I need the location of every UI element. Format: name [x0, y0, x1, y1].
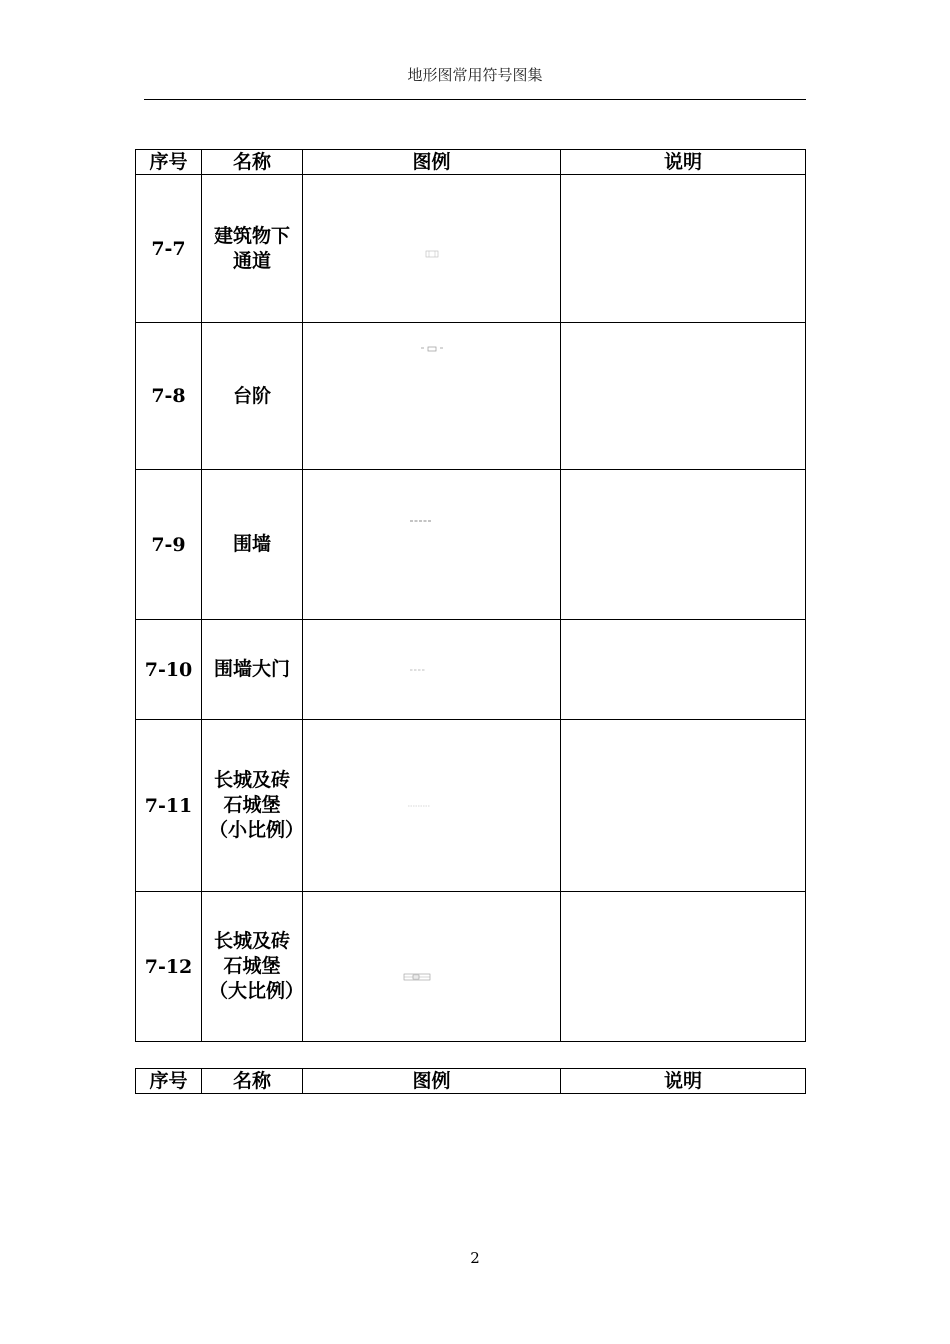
table-header-row	[136, 150, 806, 175]
header-divider	[144, 99, 806, 100]
col-header-name: 名称	[202, 1069, 303, 1094]
wall-symbol-icon	[409, 518, 433, 524]
row-name: 围墙	[232, 533, 271, 555]
row-description	[561, 620, 806, 720]
row-number: 7-9	[136, 470, 202, 620]
row-description	[561, 892, 806, 1042]
row-name: 建筑物下通道	[213, 224, 290, 272]
great-wall-small-scale-icon	[407, 803, 431, 809]
row-description	[561, 470, 806, 620]
row-number: 7-10	[136, 620, 202, 720]
symbol-table	[135, 149, 806, 1042]
col-header-description: 说明	[561, 150, 806, 175]
underpass-symbol-icon	[425, 250, 439, 258]
row-description	[561, 175, 806, 323]
row-name: 围墙大门	[213, 658, 290, 680]
page-number: 2	[470, 1249, 480, 1267]
col-header-number: 序号	[136, 150, 202, 175]
table-header-row	[136, 1069, 806, 1094]
great-wall-large-scale-icon	[403, 972, 431, 982]
row-name: 长城及砖石城堡（大比例）	[209, 930, 305, 1002]
col-header-number: 序号	[136, 1069, 202, 1094]
symbol-table-continued	[135, 1068, 806, 1094]
row-number: 7-11	[136, 720, 202, 892]
table-row	[136, 720, 806, 892]
steps-symbol-icon	[419, 345, 445, 353]
row-number: 7-7	[136, 175, 202, 323]
page-header-title: 地形图常用符号图集	[407, 66, 543, 84]
col-header-legend: 图例	[303, 1069, 561, 1094]
col-header-description: 说明	[561, 1069, 806, 1094]
wall-gate-symbol-icon	[409, 667, 427, 673]
row-number: 7-8	[136, 323, 202, 470]
row-name: 长城及砖石城堡（小比例）	[209, 769, 305, 841]
row-description	[561, 323, 806, 470]
row-name: 台阶	[232, 384, 271, 407]
table-row	[136, 470, 806, 620]
table-row	[136, 892, 806, 1042]
table-row	[136, 175, 806, 323]
row-description	[561, 720, 806, 892]
row-number: 7-12	[136, 892, 202, 1042]
col-header-name: 名称	[202, 150, 303, 175]
table-row	[136, 323, 806, 470]
table-row	[136, 620, 806, 720]
col-header-legend: 图例	[303, 150, 561, 175]
